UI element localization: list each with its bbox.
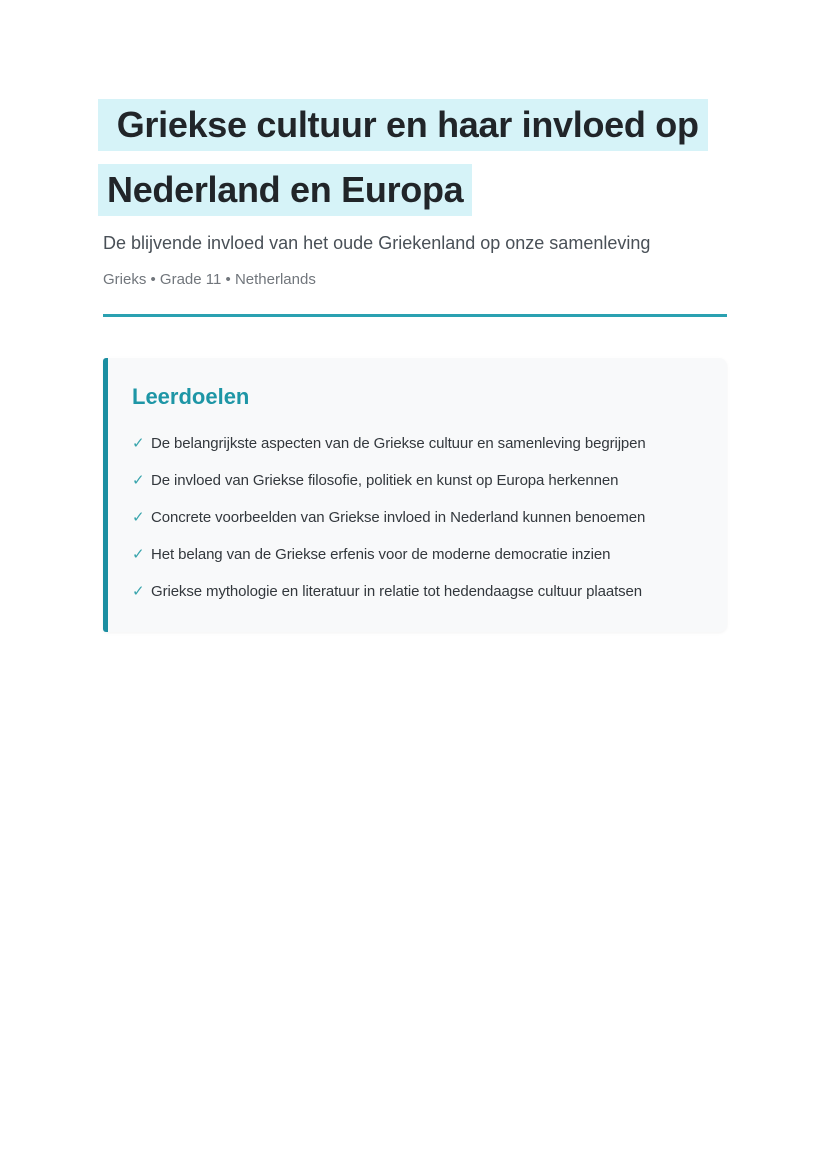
objective-item <box>132 577 700 606</box>
check-icon: ✓ <box>132 583 145 600</box>
meta-line: Grieks • Grade 11 • Netherlands <box>103 271 316 288</box>
divider-rule <box>103 314 727 317</box>
check-icon: ✓ <box>132 435 145 452</box>
objective-text: De belangrijkste aspecten van de Griekse cultuur en samenleving begrijpen <box>151 435 646 452</box>
check-icon: ✓ <box>132 546 145 563</box>
subtitle: De blijvende invloed van het oude Griekenland op onze samenleving <box>103 233 651 253</box>
objective-item <box>132 429 700 458</box>
objectives-list <box>132 429 700 606</box>
content-column <box>103 0 727 632</box>
check-icon: ✓ <box>132 509 145 526</box>
objective-text: Concrete voorbeelden van Griekse invloed in Nederland kunnen benoemen <box>151 509 646 526</box>
page-title <box>98 99 727 216</box>
objective-item <box>132 540 700 569</box>
objectives-card <box>103 358 727 632</box>
objective-item <box>132 503 700 532</box>
objective-item <box>132 466 700 495</box>
title-line <box>98 164 727 216</box>
objective-text: De invloed van Griekse filosofie, politiek en kunst op Europa herkennen <box>151 472 619 489</box>
objectives-title: Leerdoelen <box>132 384 250 409</box>
title-highlight: Griekse cultuur en haar invloed op <box>98 99 708 151</box>
objective-text: Het belang van de Griekse erfenis voor de moderne democratie inzien <box>151 546 611 563</box>
title-line <box>98 99 727 151</box>
check-icon: ✓ <box>132 472 145 489</box>
objective-text: Griekse mythologie en literatuur in relatie tot hedendaagse cultuur plaatsen <box>151 583 643 600</box>
title-highlight: Nederland en Europa <box>98 164 472 216</box>
